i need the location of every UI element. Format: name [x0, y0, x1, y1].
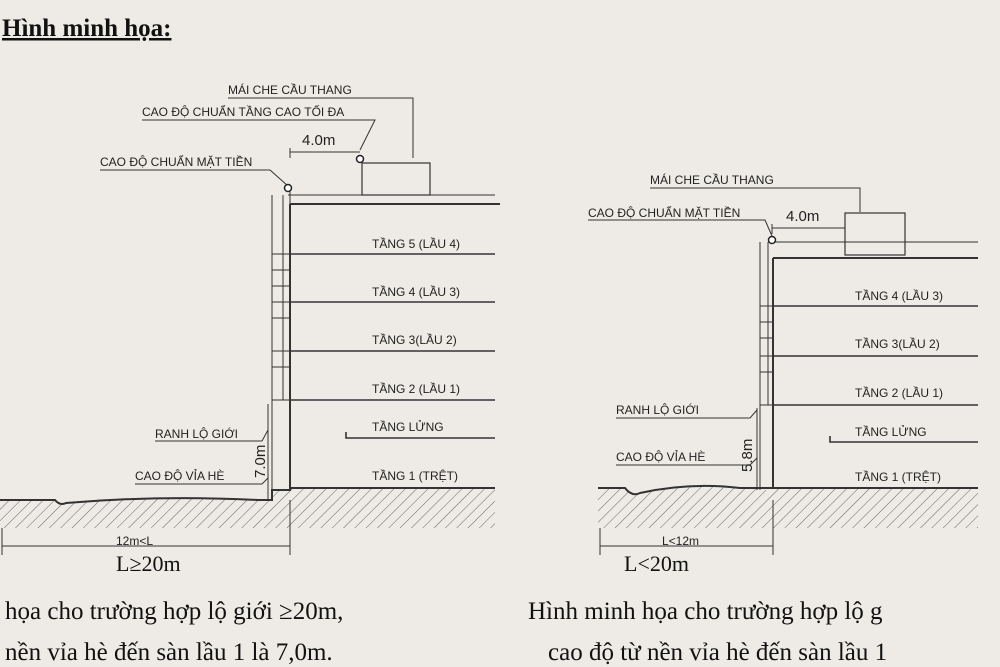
max-height-marker: [357, 156, 364, 163]
floor-label-3-right: TẦNG 3(LẦU 2): [855, 337, 940, 351]
sidewalk-label: CAO ĐỘ VỈA HÈ: [135, 469, 225, 483]
caption-right-line1: Hình minh họa cho trường hợp lộ g: [528, 598, 883, 625]
facade-height-marker: [285, 185, 292, 192]
right-building-section: [588, 172, 978, 576]
facade-height-label-right: CAO ĐỘ CHUẨN MẶT TIỀN: [588, 206, 741, 220]
left-building-outline: [272, 163, 500, 490]
ground-hatch-right: [598, 486, 978, 528]
road-width-label: 12m<L: [116, 534, 154, 548]
stair-roof-label: MÁI CHE CẦU THANG: [228, 83, 352, 97]
setback-dimension-right: 4.0m: [786, 208, 820, 225]
floor-label-1-right: TẦNG 1 (TRỆT): [855, 470, 941, 484]
right-bottom-leaders: [600, 408, 773, 555]
left-building-section: [0, 82, 500, 576]
facade-height-label: CAO ĐỘ CHUẨN MẶT TIỀN: [100, 155, 253, 169]
facade-height-marker-right: [769, 237, 776, 244]
road-width-label-right: L<12m: [662, 534, 700, 548]
floor-label-4-right: TẦNG 4 (LẦU 3): [855, 289, 944, 303]
right-building-outline: [760, 213, 978, 490]
floor-label-1: TẦNG 1 (TRỆT): [372, 469, 458, 483]
caption-left-line2: nền vỉa hè đến sàn lầu 1 là 7,0m.: [5, 639, 333, 666]
setback-dimension: 4.0m: [302, 132, 336, 149]
page-title: Hình minh họa:: [2, 15, 172, 42]
height-dimension-right: 5.8m: [739, 438, 756, 472]
caption-left-line1: họa cho trường hợp lộ giới ≥20m,: [5, 598, 344, 625]
floor-label-2: TẦNG 2 (LẦU 1): [372, 382, 461, 396]
boundary-label: RANH LỘ GIỚI: [155, 427, 238, 441]
floor-label-mezzanine: TẦNG LỬNG: [372, 420, 444, 434]
max-height-label: CAO ĐỘ CHUẨN TẦNG CAO TỐI ĐA: [142, 105, 345, 119]
caption-right-line2: cao độ từ nền vỉa hè đến sàn lầu 1: [548, 639, 888, 666]
sidewalk-label-right: CAO ĐỘ VỈA HÈ: [616, 450, 706, 464]
floor-label-2-right: TẦNG 2 (LẦU 1): [855, 386, 944, 400]
floor-label-4: TẦNG 4 (LẦU 3): [372, 285, 461, 299]
floor-label-3: TẦNG 3(LẦU 2): [372, 333, 457, 347]
road-condition-label: L≥20m: [116, 551, 181, 576]
boundary-label-right: RANH LỘ GIỚI: [616, 403, 699, 417]
floor-label-mezzanine-right: TẦNG LỬNG: [855, 425, 927, 439]
stair-roof-label-right: MÁI CHE CẦU THANG: [650, 173, 774, 187]
ground-hatch: [0, 488, 495, 528]
floor-label-5: TẦNG 5 (LẦU 4): [372, 237, 461, 251]
road-condition-label-right: L<20m: [624, 551, 689, 576]
height-dimension: 7.0m: [252, 444, 269, 478]
